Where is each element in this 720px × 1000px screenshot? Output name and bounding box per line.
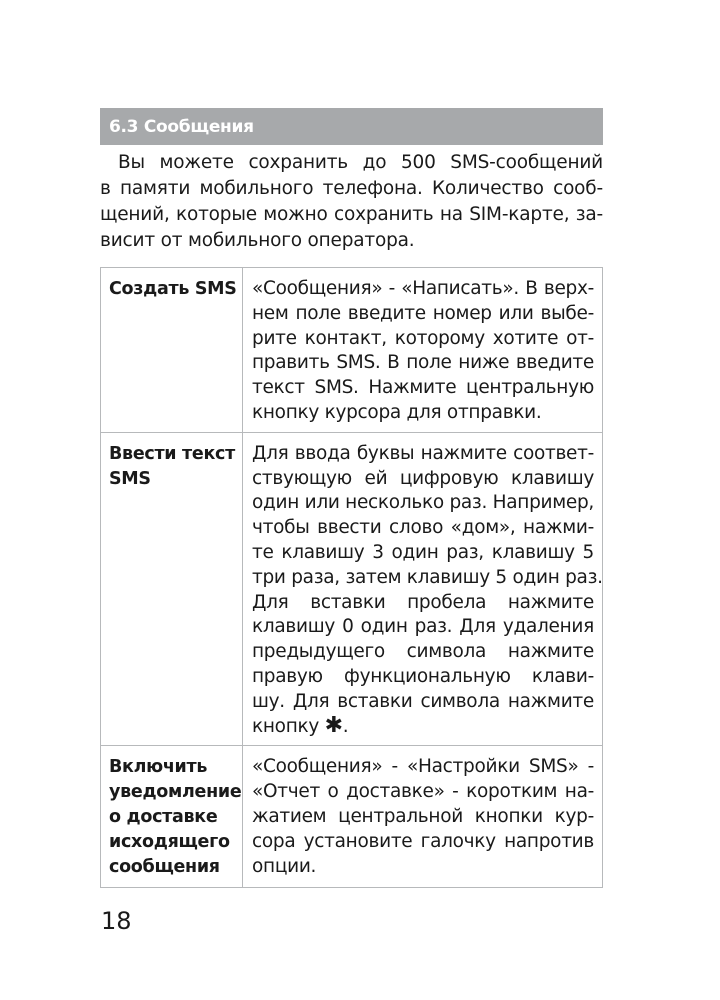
desc-line-text: кнопку	[252, 715, 325, 737]
desc-line: предыдущего символа нажмите	[252, 641, 594, 663]
table-row	[101, 268, 603, 433]
desc-line: Для ввода буквы нажмите соответ-	[252, 442, 594, 464]
desc-line: правую функциональную клави-	[252, 665, 594, 687]
section-header	[100, 108, 603, 145]
desc-line: шу. Для вставки символа нажмите	[252, 690, 594, 712]
label-line: исходящего	[109, 831, 230, 852]
label-line: о доставке	[109, 806, 218, 827]
label-line: Ввести текст	[109, 443, 235, 464]
label-line: Создать SMS	[109, 279, 237, 299]
desc-line: кнопку курсора для отправки.	[252, 401, 542, 423]
row-desc-enter-text	[243, 432, 603, 746]
label-line: Включить	[109, 757, 208, 778]
intro-line: висит от мобильного оператора.	[100, 230, 415, 251]
label-line: сообщения	[109, 856, 220, 877]
table-row	[101, 746, 603, 888]
desc-line: три раза, затем клавишу 5 один раз.	[252, 566, 603, 588]
desc-line: текст SMS. Нажмите центральную	[252, 377, 594, 399]
desc-line: «Отчет о доставке» - коротким на-	[252, 781, 594, 803]
label-line: уведомление	[109, 782, 242, 803]
desc-line: ствующую ей цифровую клавишу	[252, 467, 594, 489]
desc-line: «Сообщения» - «Настройки SMS» -	[252, 756, 594, 778]
desc-line: один или несколько раз. Например,	[252, 492, 594, 514]
desc-line: чтобы ввести слово «дом», нажми-	[252, 517, 594, 539]
desc-line: Для вставки пробела нажмите	[252, 591, 594, 613]
desc-line: «Сообщения» - «Написать». В верх-	[252, 278, 594, 299]
intro-line: щений, которые можно сохранить на SIM-карте, за-	[100, 204, 603, 225]
desc-line: опции.	[252, 855, 317, 877]
row-desc-create-sms	[243, 268, 603, 433]
sms-instructions-table	[100, 267, 603, 888]
intro-line: в памяти мобильного телефона. Количество сооб-	[100, 178, 603, 199]
desc-line: править SMS. В поле ниже введите	[252, 352, 594, 374]
desc-line: те клавишу 3 один раз, клавишу 5	[252, 541, 594, 563]
label-line: SMS	[109, 468, 151, 489]
row-desc-delivery-report	[243, 746, 603, 888]
intro-paragraph	[100, 150, 603, 254]
desc-line-end: .	[342, 715, 349, 737]
desc-line: нем поле введите номер или выбе-	[252, 302, 594, 324]
desc-line: рите контакт, которому хотите от-	[252, 327, 594, 349]
table-row	[101, 432, 603, 746]
row-label-delivery-report	[101, 746, 243, 888]
page-number: 18	[101, 907, 132, 935]
desc-line: клавишу 0 один раз. Для удаления	[252, 616, 594, 638]
desc-line: сора установите галочку напротив	[252, 830, 594, 852]
section-title: 6.3 Сообщения	[109, 116, 254, 137]
intro-line: Вы можете сохранить до 500 SMS-сообщений	[118, 152, 603, 173]
desc-line: жатием центральной кнопки кур-	[252, 805, 594, 827]
row-label-create-sms	[101, 268, 243, 433]
desc-line	[252, 712, 594, 740]
row-label-enter-text	[101, 432, 243, 746]
asterisk-key-icon: ✱	[324, 712, 343, 738]
